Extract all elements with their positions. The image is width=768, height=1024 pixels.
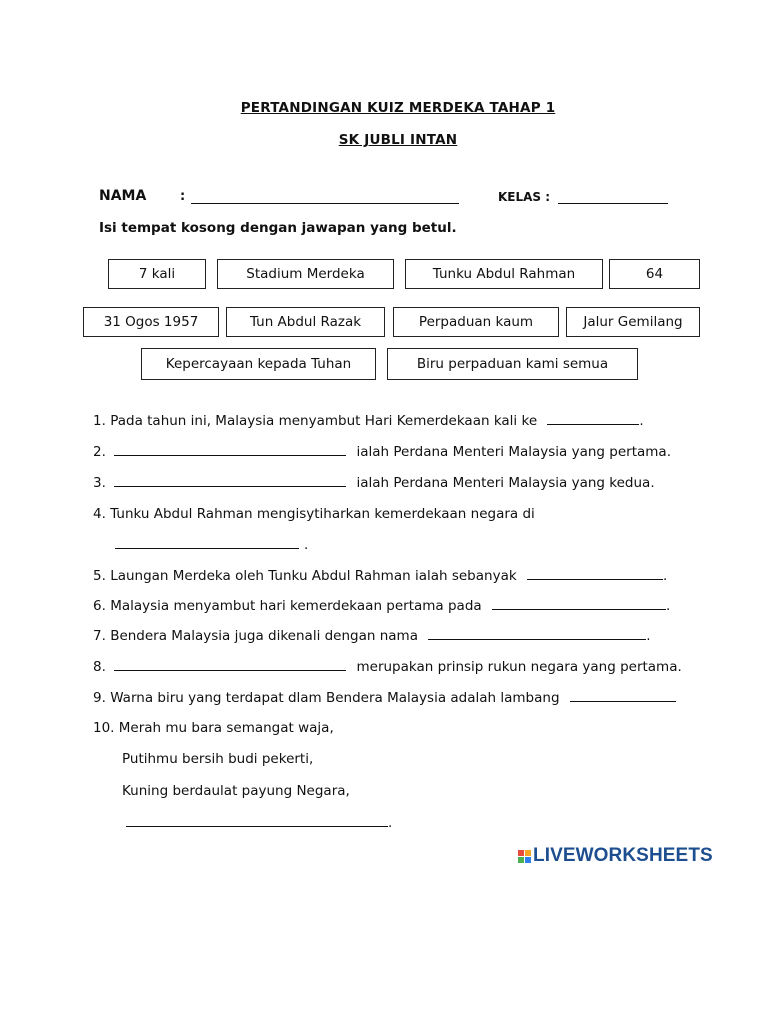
question-end: . xyxy=(388,815,393,831)
question-text: ialah Perdana Menteri Malaysia yang kedua. xyxy=(356,475,655,491)
question-10 xyxy=(93,720,334,736)
question-5 xyxy=(93,568,667,584)
nama-label: NAMA xyxy=(99,188,147,204)
word-bank-item: Perpaduan kaum xyxy=(393,307,559,337)
word-bank-item: 7 kali xyxy=(108,259,206,289)
word-bank-item: 31 Ogos 1957 xyxy=(83,307,219,337)
answer-blank[interactable] xyxy=(547,423,639,425)
question-end: . xyxy=(304,537,309,553)
question-number: 5. xyxy=(93,568,106,584)
question-4 xyxy=(93,506,535,522)
answer-blank[interactable] xyxy=(115,547,299,549)
worksheet-title: PERTANDINGAN KUIZ MERDEKA TAHAP 1 xyxy=(240,100,556,116)
school-name: SK JUBLI INTAN xyxy=(338,132,458,148)
question-3 xyxy=(93,475,655,491)
kelas-field[interactable] xyxy=(558,202,668,204)
question-4-answer xyxy=(115,537,308,553)
question-end: . xyxy=(662,568,668,584)
question-number: 4. xyxy=(93,506,106,522)
question-8 xyxy=(93,659,682,675)
poem-line: Merah mu bara semangat waja, xyxy=(118,720,334,736)
question-1 xyxy=(93,413,644,429)
nama-field[interactable] xyxy=(191,202,459,204)
question-end: . xyxy=(665,598,671,614)
question-number: 6. xyxy=(93,598,106,614)
question-9 xyxy=(93,690,676,706)
kelas-label: KELAS : xyxy=(498,190,551,204)
answer-blank[interactable] xyxy=(114,454,346,456)
answer-blank[interactable] xyxy=(428,638,646,640)
answer-blank[interactable] xyxy=(114,485,346,487)
instruction-text: Isi tempat kosong dengan jawapan yang betul. xyxy=(99,220,457,236)
question-text: Malaysia menyambut hari kemerdekaan pertama pada xyxy=(110,598,482,614)
question-text: Warna biru yang terdapat dlam Bendera Malaysia adalah lambang xyxy=(110,690,560,706)
word-bank-item: Tun Abdul Razak xyxy=(226,307,385,337)
question-number: 9. xyxy=(93,690,106,706)
answer-blank[interactable] xyxy=(126,825,388,827)
word-bank-item: Kepercayaan kepada Tuhan xyxy=(141,348,376,380)
question-number: 10. xyxy=(93,720,115,736)
liveworksheets-logo-icon xyxy=(518,850,531,863)
question-number: 3. xyxy=(93,475,106,491)
question-text: Pada tahun ini, Malaysia menyambut Hari Kemerdekaan kali ke xyxy=(110,413,538,429)
answer-blank[interactable] xyxy=(492,608,666,610)
answer-blank[interactable] xyxy=(114,669,346,671)
nama-colon: : xyxy=(180,189,186,204)
poem-line: Putihmu bersih budi pekerti, xyxy=(122,751,314,767)
word-bank-item: Tunku Abdul Rahman xyxy=(405,259,603,289)
question-end: . xyxy=(646,628,651,644)
question-number: 8. xyxy=(93,659,106,675)
answer-blank[interactable] xyxy=(527,578,663,580)
question-number: 2. xyxy=(93,444,106,460)
word-bank-item: 64 xyxy=(609,259,700,289)
poem-line: Kuning berdaulat payung Negara, xyxy=(122,783,350,799)
word-bank-item: Biru perpaduan kami semua xyxy=(387,348,638,380)
liveworksheets-brand xyxy=(518,845,713,867)
question-number: 1. xyxy=(93,413,106,429)
question-text: merupakan prinsip rukun negara yang pertama. xyxy=(356,659,682,675)
question-end: . xyxy=(639,413,644,429)
question-number: 7. xyxy=(93,628,106,644)
question-text: ialah Perdana Menteri Malaysia yang pertama. xyxy=(356,444,671,460)
question-6 xyxy=(93,598,670,614)
question-text: Bendera Malaysia juga dikenali dengan nama xyxy=(110,628,418,644)
question-7 xyxy=(93,628,651,644)
word-bank-item: Stadium Merdeka xyxy=(217,259,394,289)
question-text: Tunku Abdul Rahman mengisytiharkan kemerdekaan negara di xyxy=(110,506,535,522)
answer-blank[interactable] xyxy=(570,700,676,702)
question-2 xyxy=(93,444,671,460)
word-bank-item: Jalur Gemilang xyxy=(566,307,700,337)
question-10-answer xyxy=(126,815,392,831)
question-text: Laungan Merdeka oleh Tunku Abdul Rahman ialah sebanyak xyxy=(110,568,517,584)
brand-text: LIVEWORKSHEETS xyxy=(533,845,713,866)
